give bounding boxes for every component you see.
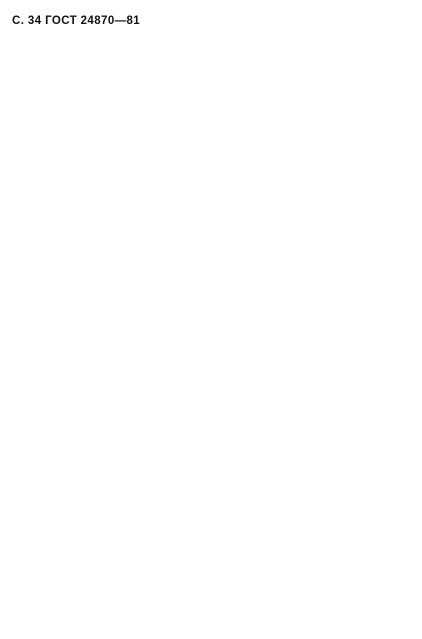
- page-header: С. 34 ГОСТ 24870—81: [12, 15, 141, 27]
